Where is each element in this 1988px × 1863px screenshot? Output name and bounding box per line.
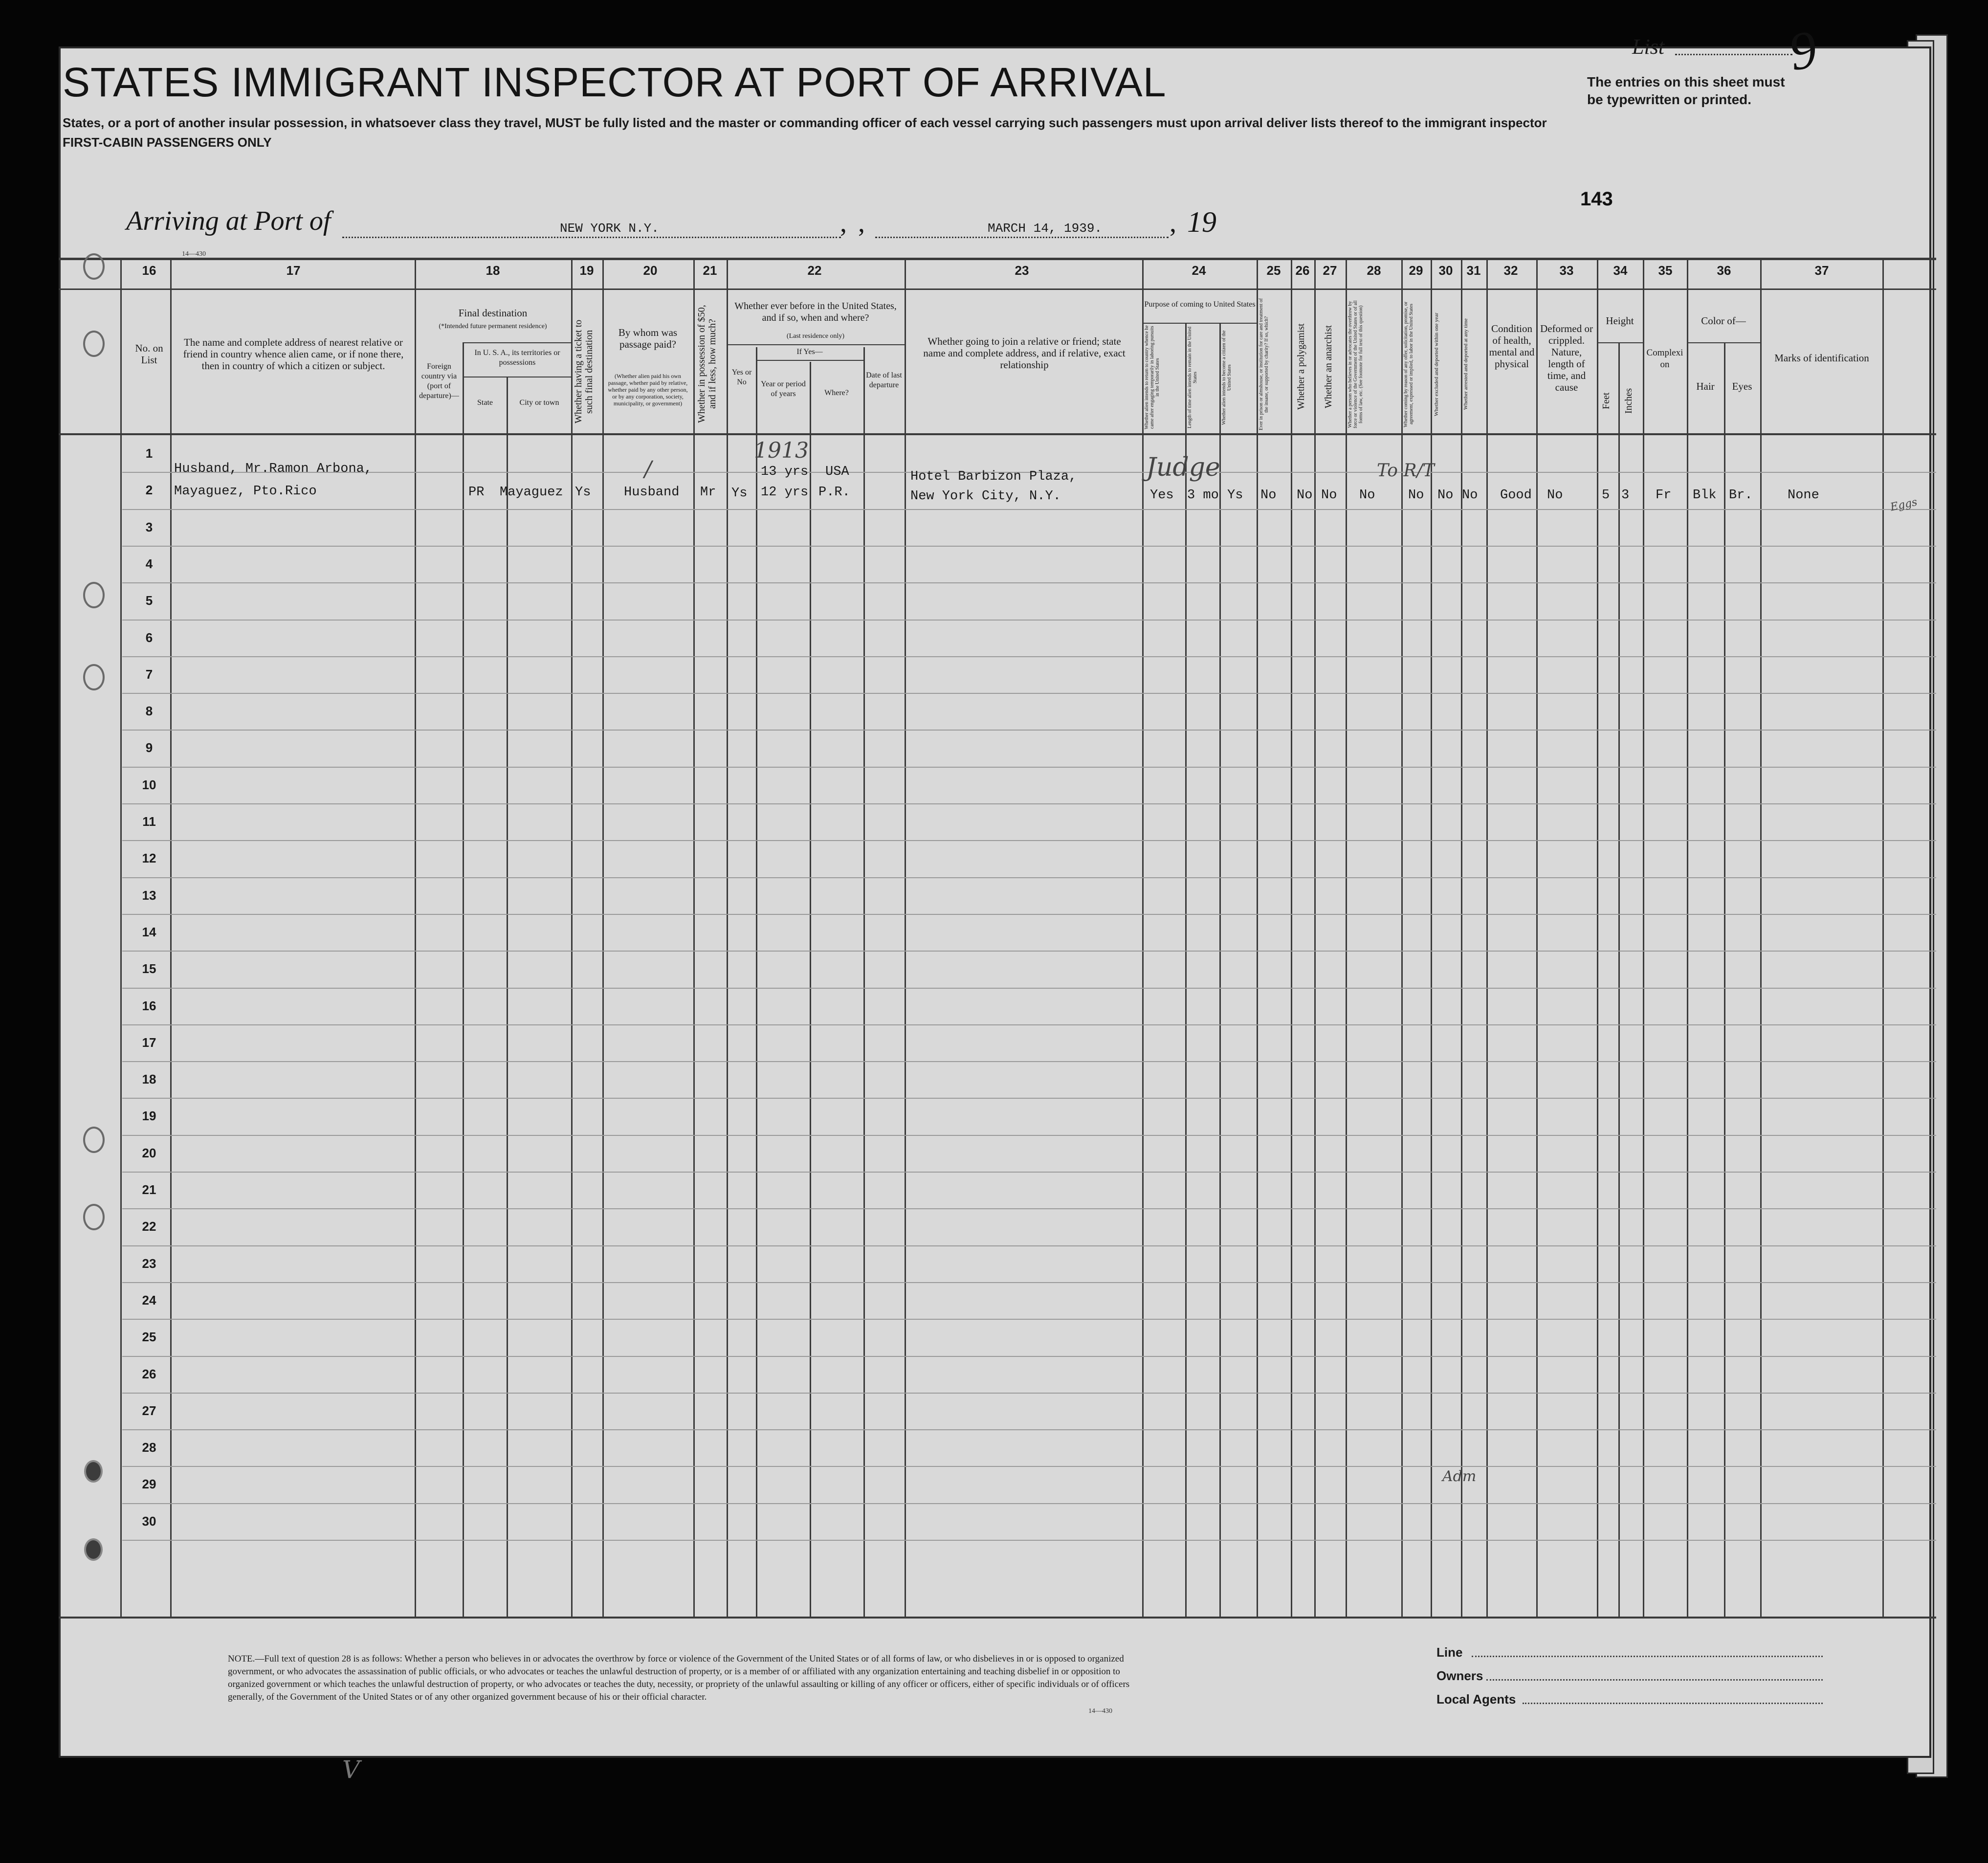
row-rule (122, 988, 1936, 989)
entry-paid-by: Husband (624, 485, 680, 500)
subrule-22 (727, 344, 905, 345)
table-top-rule (59, 258, 1936, 260)
binder-hole (83, 1127, 105, 1153)
row-number: 12 (142, 851, 156, 865)
colnum-21: 21 (703, 263, 717, 278)
col-line (756, 347, 757, 1617)
hdr-date-departure: Date of last departure (866, 371, 902, 389)
col-line (1882, 258, 1884, 1617)
row-rule (122, 1393, 1936, 1394)
colnum-17: 17 (286, 263, 301, 278)
colnum-26: 26 (1295, 263, 1310, 278)
handwritten-margin: Eggs (1889, 496, 1919, 514)
row-rule (122, 1319, 1936, 1320)
hdr-joining-relative: Whether going to join a relative or friend; state name and complete address, and if relative, exact relationship (923, 335, 1126, 371)
hdr-anarchist: Whether an anarchist (1323, 325, 1334, 408)
col-line (1219, 323, 1221, 1617)
handwritten-c28: To R/T (1377, 461, 1435, 481)
row-number: 9 (145, 740, 153, 755)
hdr-height: Height (1606, 315, 1634, 327)
local-agents-label: Local Agents (1436, 1692, 1516, 1707)
col-line (415, 258, 416, 1617)
typewritten-notice: The entries on this sheet must be typewritten or printed. (1587, 74, 1785, 107)
row-number: 6 (145, 630, 153, 645)
binder-hole (83, 331, 105, 357)
owners-dotted (1486, 1679, 1823, 1681)
entry-eyes: Br. (1729, 488, 1753, 503)
hdr-where: Where? (824, 389, 849, 397)
colnum-33: 33 (1559, 263, 1574, 278)
row-rule (122, 951, 1936, 952)
entry-arrested: No (1462, 488, 1478, 503)
entry-deformed: No (1547, 488, 1563, 503)
row-number: 25 (142, 1330, 156, 1344)
row-number: 11 (142, 814, 156, 829)
entry-state: PR (468, 485, 485, 500)
row-number: 18 (142, 1072, 156, 1087)
col-line (1618, 342, 1620, 1617)
year-prefix: 19 (1187, 206, 1216, 238)
row-rule (122, 840, 1936, 841)
col-line (1257, 258, 1258, 1617)
hdr-if-yes: If Yes— (796, 348, 823, 356)
row-number: 28 (142, 1440, 156, 1455)
form-instructions: States, or a port of another insular possession, in whatsoever class they travel, MUST be fully listed and the master or commanding officer of each vessel carrying such passengers must upon arrival deliver lists thereof to the immigrant inspector (63, 115, 1547, 130)
col-line (1724, 342, 1725, 1617)
entry-complexion: Fr (1656, 488, 1672, 503)
handwritten-row28: Adm (1442, 1468, 1477, 1485)
row-number: 13 (142, 888, 156, 903)
entry-polygamist: No (1297, 488, 1313, 503)
hdr-feet: Feet (1601, 392, 1612, 410)
owners-label: Owners (1436, 1668, 1483, 1683)
row-rule (122, 546, 1936, 547)
row-rule (122, 1429, 1936, 1430)
entry-overthrow: No (1359, 488, 1375, 503)
hdr-usa: In U. S. A., its territories or possessions (474, 349, 560, 367)
row-number: 20 (142, 1146, 156, 1160)
subrule-34 (1597, 342, 1643, 343)
arriving-label: Arriving at Port of (126, 206, 331, 236)
hdr-eyes: Eyes (1732, 380, 1752, 392)
line-dotted (1472, 1656, 1823, 1657)
row-rule (122, 656, 1936, 657)
port-value: NEW YORK N.Y. (560, 221, 659, 236)
col-line (693, 258, 695, 1617)
row-rule (122, 1503, 1936, 1504)
colnum-28: 28 (1367, 263, 1381, 278)
line-label: Line (1436, 1645, 1463, 1660)
subrule-36 (1687, 342, 1760, 343)
hdr-no-on-list: No. on List (135, 342, 163, 366)
row-rule (122, 730, 1936, 731)
col-line (507, 377, 508, 1617)
row-number: 30 (142, 1514, 156, 1529)
bottom-check-mark: V (342, 1755, 360, 1784)
binder-hole (83, 253, 105, 280)
row-number: 8 (145, 704, 153, 718)
row-number: 29 (142, 1477, 156, 1491)
col-line (905, 258, 906, 1617)
date-dotted-line (875, 237, 1169, 238)
row-rule (122, 1061, 1936, 1062)
hdr-health: Condition of health, mental and physical (1489, 323, 1535, 370)
hdr-state: State (477, 399, 493, 407)
entry-before-us: Ys (731, 486, 748, 501)
binder-hole (84, 1460, 103, 1483)
colnum-32: 32 (1503, 263, 1518, 278)
handwritten-year: 1913 (754, 438, 809, 463)
hdr-final-destination: Final destination (458, 307, 528, 319)
colnum-20: 20 (643, 263, 658, 278)
row-rule (122, 877, 1936, 878)
hdr-complexion: Complexion (1646, 348, 1683, 370)
row-number: 1 (145, 446, 153, 461)
entry-where-1: USA (825, 465, 849, 479)
hdr-fifty-dollars: Whether in possession of $50, and if less, how much? (696, 305, 718, 423)
col-line (1185, 323, 1187, 1617)
question-28-note: NOTE.—Full text of question 28 is as follows: Whether a person who believes in or advocates the overthrow by force or violence of the Government of the United States or of all forms of law, or who disbelieves in or is opposed to organized government, or who advocates the assassination of public officials, or who advocates or teaches the unlawful destruction of property, or is a member of or affiliated with any organization entertaining and teaching disbelief in or opposition to organized government or which teaches the unlawful destruction of property, or who advocates or teaches the duty, necessity, or propriety of the unlawful assaulting or killing of any officer or officers, either of specific individuals or of officers generally, of the Government of the United States or of any other organized government because of his or their official character. (228, 1654, 1130, 1702)
entry-inches: 3 (1621, 488, 1630, 503)
colnum-31: 31 (1466, 263, 1481, 278)
manifest-sheet (59, 46, 1931, 1758)
row-number: 14 (142, 925, 156, 939)
row-number: 26 (142, 1367, 156, 1381)
comma-2: , (858, 208, 865, 238)
colnum-24: 24 (1192, 263, 1206, 278)
entry-anarchist: No (1321, 488, 1337, 503)
subrule-18 (463, 342, 571, 343)
colnum-37: 37 (1814, 263, 1829, 278)
col-line (170, 258, 172, 1617)
date-value: MARCH 14, 1939. (988, 221, 1103, 236)
col-line (863, 347, 865, 1617)
row-rule (122, 693, 1936, 694)
entry-feet: 5 (1602, 488, 1610, 503)
row-rule (122, 1024, 1936, 1025)
entry-labor-offer: No (1408, 488, 1424, 503)
row-rule (122, 509, 1936, 510)
hdr-purpose-return: Whether alien intends to return to country whence he came after engaging temporarily in laboring pursuits in the United States (1144, 325, 1160, 430)
hdr-foreign-country: Foreign country via (port of departure)— (419, 362, 459, 400)
list-dotted-line (1675, 54, 1792, 55)
colnum-25: 25 (1266, 263, 1281, 278)
hdr-color-of: Color of— (1701, 315, 1746, 327)
hdr-years: Year or period of years (761, 380, 806, 398)
row-number: 3 (145, 520, 153, 534)
entry-length-stay: 3 mo (1187, 488, 1219, 503)
row-rule (122, 914, 1936, 915)
hdr-before-us-sub: (Last residence only) (786, 333, 845, 340)
colnum-36: 36 (1717, 263, 1731, 278)
cabin-class: FIRST-CABIN PASSENGERS ONLY (63, 135, 272, 150)
row-rule (122, 1172, 1936, 1173)
row-number: 5 (145, 593, 153, 608)
col-line (1536, 258, 1538, 1617)
comma-1: , (840, 208, 847, 238)
row-rule (122, 1208, 1936, 1209)
col-line (602, 258, 604, 1617)
form-code-bottom: 14—430 (1088, 1708, 1112, 1715)
row-rule (122, 803, 1936, 804)
hdr-purpose-length: Length of time alien intends to remain in the United States (1187, 327, 1198, 429)
hdr-city: City or town (519, 399, 559, 407)
entry-joining-2: New York City, N.Y. (910, 489, 1061, 504)
row-rule (122, 1245, 1936, 1246)
hdr-hair: Hair (1696, 380, 1715, 392)
hdr-deformed: Deformed or crippled. Nature, length of time, and cause (1540, 323, 1593, 393)
entry-citizen: Ys (1227, 488, 1243, 503)
entry-city: Mayaguez (500, 485, 563, 500)
col-line (1346, 258, 1347, 1617)
hdr-overthrow: Whether a person who believes in or advocates the overthrow by force or violence of the Government of the United States or of all forms of law, etc. (See footnote for full text of this question) (1347, 300, 1364, 428)
hdr-passage-paid: By whom was passage paid? (618, 327, 678, 350)
row-number: 4 (145, 556, 153, 571)
col-line (810, 362, 811, 1617)
entry-marks: None (1788, 488, 1819, 503)
row-rule (122, 620, 1936, 621)
hdr-passage-paid-sub: (Whether alien paid his own passage, whether paid by relative, whether paid by any other person, or by any corporation, society, municipality, or government) (608, 373, 688, 407)
col-line (120, 258, 122, 1617)
entry-prison: No (1260, 488, 1277, 503)
hdr-prison: Ever in prison or almshouse, or institution for care and treatment of the insane, or supported by charity? If so, which? (1259, 298, 1269, 430)
binder-hole (83, 664, 105, 690)
hdr-arrested: Whether arrested and deported at any time (1463, 318, 1469, 410)
row-number: 22 (142, 1219, 156, 1234)
list-number: 9 (1784, 19, 1822, 82)
row-rule (122, 1356, 1936, 1357)
hdr-ticket: Whether having a ticket to such final destination (573, 319, 595, 424)
hdr-excluded: Whether excluded and deported within one year (1434, 312, 1439, 416)
row-number: 2 (145, 483, 153, 497)
list-label: List (1632, 35, 1665, 59)
entry-excluded: No (1437, 488, 1454, 503)
binder-hole (83, 582, 105, 608)
entry-relative-line2: Mayaguez, Pto.Rico (174, 484, 317, 499)
row-number: 15 (142, 961, 156, 976)
row-number: 21 (142, 1182, 156, 1197)
colnum-18: 18 (486, 263, 500, 278)
col-line (1142, 258, 1144, 1617)
row-number: 10 (142, 777, 156, 792)
hdr-marks: Marks of identification (1774, 352, 1869, 364)
entry-hair: Blk (1693, 488, 1717, 503)
handwritten-purpose: Judge (1146, 453, 1220, 482)
row-rule (122, 1282, 1936, 1283)
local-agents-dotted (1523, 1703, 1823, 1704)
row-rule (122, 1098, 1936, 1099)
entry-relative-line1: Husband, Mr.Ramon Arbona, (174, 462, 373, 476)
colnum-27: 27 (1323, 263, 1337, 278)
colnum-29: 29 (1409, 263, 1423, 278)
binder-hole (84, 1538, 103, 1561)
col-line (1760, 258, 1762, 1617)
sheet-number: 143 (1580, 188, 1613, 210)
row-rule (122, 767, 1936, 768)
col-line (571, 258, 573, 1617)
row-number: 7 (145, 667, 153, 682)
entry-ticket: Ys (575, 485, 591, 500)
col-line (1461, 258, 1462, 1617)
row-number: 19 (142, 1109, 156, 1123)
comma-3: , (1170, 208, 1176, 238)
subrule-22-ifyes (756, 360, 863, 361)
hdr-before-us: Whether ever before in the United States, and if so, when and where? (734, 301, 897, 323)
entry-money: Mr (700, 485, 716, 500)
entry-health: Good (1500, 488, 1532, 503)
colnum-19: 19 (579, 263, 594, 278)
hdr-labor-offer: Whether coming by reason of any offer, solicitation, promise, or agreement, expressed or implied, to labor in the United States (1403, 301, 1414, 427)
column-number-rule (59, 288, 1936, 290)
col-line (1687, 258, 1688, 1617)
form-code-top: 14—430 (182, 250, 206, 258)
col-line (1314, 258, 1316, 1617)
port-dotted-line (342, 237, 841, 238)
row-number: 23 (142, 1256, 156, 1271)
row-rule (122, 1466, 1936, 1467)
entry-years-2: 12 yrs (761, 485, 809, 500)
colnum-30: 30 (1438, 263, 1453, 278)
entry-joining-1: Hotel Barbizon Plaza, (910, 469, 1077, 484)
hdr-yes-no: Yes or No (731, 368, 752, 386)
col-line (1486, 258, 1488, 1617)
colnum-16: 16 (142, 263, 156, 278)
row-number: 17 (142, 1035, 156, 1050)
form-title: STATES IMMIGRANT INSPECTOR AT PORT OF ARRIVAL (63, 59, 1167, 105)
hdr-final-destination-sub: (*Intended future permanent residence) (439, 323, 547, 330)
colnum-35: 35 (1658, 263, 1673, 278)
entry-where-2: P.R. (818, 485, 850, 500)
hdr-polygamist: Whether a polygamist (1296, 323, 1306, 410)
table-bottom-rule (59, 1617, 1936, 1619)
row-number: 27 (142, 1403, 156, 1418)
row-number: 16 (142, 998, 156, 1013)
hdr-purpose-citizen: Whether alien intends to become a citizen of the United States (1221, 330, 1232, 425)
row-rule (122, 1135, 1936, 1136)
hdr-relative: The name and complete address of nearest relative or friend in country whence alien came, or if none there, then in country of which a citizen or subject. (183, 336, 404, 372)
col-line (727, 258, 728, 1617)
col-line (1643, 258, 1644, 1617)
entry-years-1: 13 yrs (761, 465, 809, 479)
entry-return-home: Yes (1150, 488, 1174, 503)
hdr-purpose: Purpose of coming to United States (1144, 300, 1256, 309)
handwritten-tick: / (644, 457, 652, 482)
col-line (1291, 258, 1292, 1617)
colnum-34: 34 (1613, 263, 1628, 278)
colnum-23: 23 (1015, 263, 1029, 278)
colnum-22: 22 (807, 263, 822, 278)
hdr-inches: Inches (1623, 388, 1634, 414)
binder-hole (83, 1204, 105, 1230)
row-rule (122, 1540, 1936, 1541)
col-line (1597, 258, 1598, 1617)
row-number: 24 (142, 1293, 156, 1308)
subrule-24 (1142, 323, 1257, 324)
header-bottom-rule (59, 433, 1936, 435)
row-rule (122, 582, 1936, 583)
col-line (463, 342, 464, 1617)
